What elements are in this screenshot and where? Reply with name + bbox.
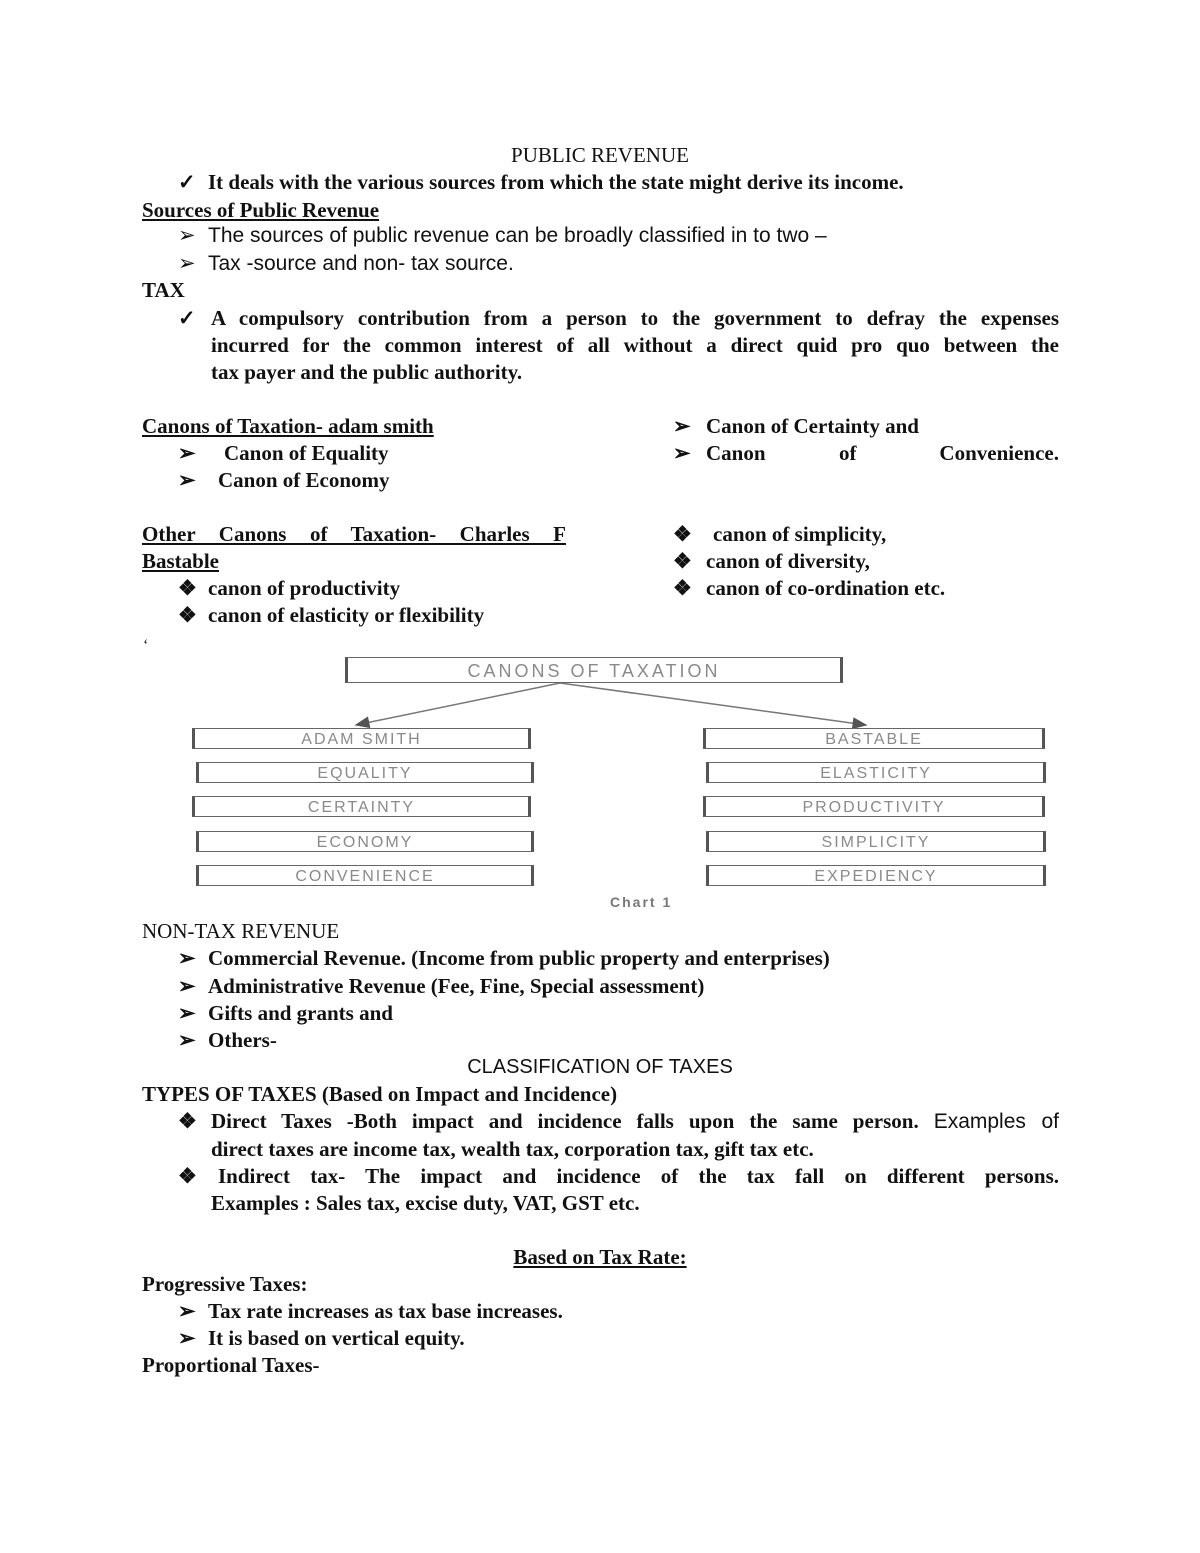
indirect-tax-line: Indirect tax- The impact and incidence of the tax fall on different persons. [218, 1164, 1059, 1188]
canon-item: ❖ canon of co-ordination etc. [673, 576, 946, 600]
progressive-item: ➢ It is based on vertical equity. [178, 1326, 465, 1350]
arrow-icon: ➢ [673, 414, 691, 438]
arrow-icon: ➢ [178, 1299, 196, 1323]
bastable-heading-cont: Bastable [142, 549, 220, 573]
diamond-icon: ❖ [178, 1164, 197, 1188]
types-heading: TYPES OF TAXES (Based on Impact and Incidence) [142, 1082, 618, 1106]
check-icon: ✓ [178, 306, 196, 330]
direct-tax-line: Direct Taxes -Both impact and incidence falls upon the same person. Examples of [211, 1109, 1059, 1133]
progressive-item: ➢ Tax rate increases as tax base increases. [178, 1299, 563, 1323]
arrow-icon: ➢ [178, 974, 196, 998]
diamond-icon: ❖ [178, 603, 197, 627]
connector-right [560, 683, 866, 725]
non-tax-item: ➢ Others- [178, 1028, 277, 1052]
tax-heading: TAX [142, 278, 185, 302]
arrow-icon: ➢ [178, 224, 196, 247]
diamond-icon: ❖ [178, 1109, 197, 1133]
arrow-icon: ➢ [178, 1028, 196, 1052]
canon-item: ➢ Canon of Economy [178, 468, 390, 492]
chart-left-box: CONVENIENCE [196, 865, 534, 886]
arrow-icon: ➢ [673, 441, 691, 465]
canons-chart [0, 650, 1200, 915]
arrow-icon: ➢ [178, 1001, 196, 1025]
progressive-heading: Progressive Taxes: [142, 1272, 308, 1296]
chart-left-box: EQUALITY [196, 762, 534, 783]
proportional-heading: Proportional Taxes- [142, 1353, 320, 1377]
arrow-icon: ➢ [178, 468, 196, 492]
classification-heading: CLASSIFICATION OF TAXES [467, 1056, 733, 1078]
canon-item: ❖ canon of productivity [178, 576, 401, 600]
arrow-icon: ➢ [178, 1326, 196, 1350]
chart-left-box: ADAM SMITH [192, 728, 531, 749]
connector-left [356, 683, 560, 725]
check-icon: ✓ [178, 170, 196, 194]
tax-definition-line: incurred for the common interest of all without a direct quid pro quo between the [211, 333, 1059, 357]
diamond-icon: ❖ [673, 549, 692, 573]
indirect-tax-line-cont: Examples : Sales tax, excise duty, VAT, GST etc. [211, 1191, 640, 1215]
chart-right-box: PRODUCTIVITY [703, 796, 1045, 817]
non-tax-item: ➢ Administrative Revenue (Fee, Fine, Special assessment) [178, 974, 705, 998]
diamond-icon: ❖ [673, 576, 692, 600]
chart-caption: Chart 1 [610, 894, 673, 910]
canon-item: ➢ Canon of Equality [178, 441, 389, 465]
canon-item: ➢ Canon of Certainty and [673, 414, 919, 438]
stray-mark: ‘ [143, 637, 149, 654]
tax-rate-heading: Based on Tax Rate: [513, 1245, 687, 1269]
non-tax-heading: NON-TAX REVENUE [142, 919, 340, 943]
chart-left-box: ECONOMY [196, 831, 534, 852]
page-title: PUBLIC REVENUE [511, 143, 689, 167]
chart-right-box: EXPEDIENCY [706, 865, 1046, 886]
diamond-icon: ❖ [178, 576, 197, 600]
bastable-heading: Other Canons of Taxation- Charles F [142, 522, 566, 546]
intro-item [178, 169, 904, 195]
sources-item: ➢ Tax -source and non- tax source. [178, 252, 514, 275]
arrow-icon: ➢ [178, 252, 196, 275]
sources-item: ➢ The sources of public revenue can be broadly classified in to two – [178, 224, 827, 247]
direct-tax-line-cont: direct taxes are income tax, wealth tax, corporation tax, gift tax etc. [211, 1137, 814, 1161]
canon-item: ❖ canon of simplicity, [673, 522, 887, 546]
diamond-icon: ❖ [673, 522, 692, 546]
chart-right-box: SIMPLICITY [706, 831, 1046, 852]
chart-root-box: CANONS OF TAXATION [345, 657, 843, 683]
tax-definition-line: A compulsory contribution from a person to the government to defray the expenses [211, 306, 1059, 330]
canon-item: ❖ canon of diversity, [673, 549, 870, 573]
chart-left-box: CERTAINTY [192, 796, 531, 817]
adam-smith-heading: Canons of Taxation- adam smith [142, 414, 434, 438]
canon-item: ❖ canon of elasticity or flexibility [178, 603, 485, 627]
intro-text: It deals with the various sources from which the state might derive its income. [208, 170, 904, 194]
arrow-icon: ➢ [178, 946, 196, 970]
sources-heading: Sources of Public Revenue [142, 198, 380, 222]
non-tax-item: ➢ Commercial Revenue. (Income from public property and enterprises) [178, 946, 830, 970]
arrow-icon: ➢ [178, 441, 196, 465]
chart-right-box: ELASTICITY [706, 762, 1046, 783]
chart-right-box: BASTABLE [703, 728, 1045, 749]
non-tax-item: ➢ Gifts and grants and [178, 1001, 393, 1025]
tax-definition-line: tax payer and the public authority. [211, 360, 523, 384]
